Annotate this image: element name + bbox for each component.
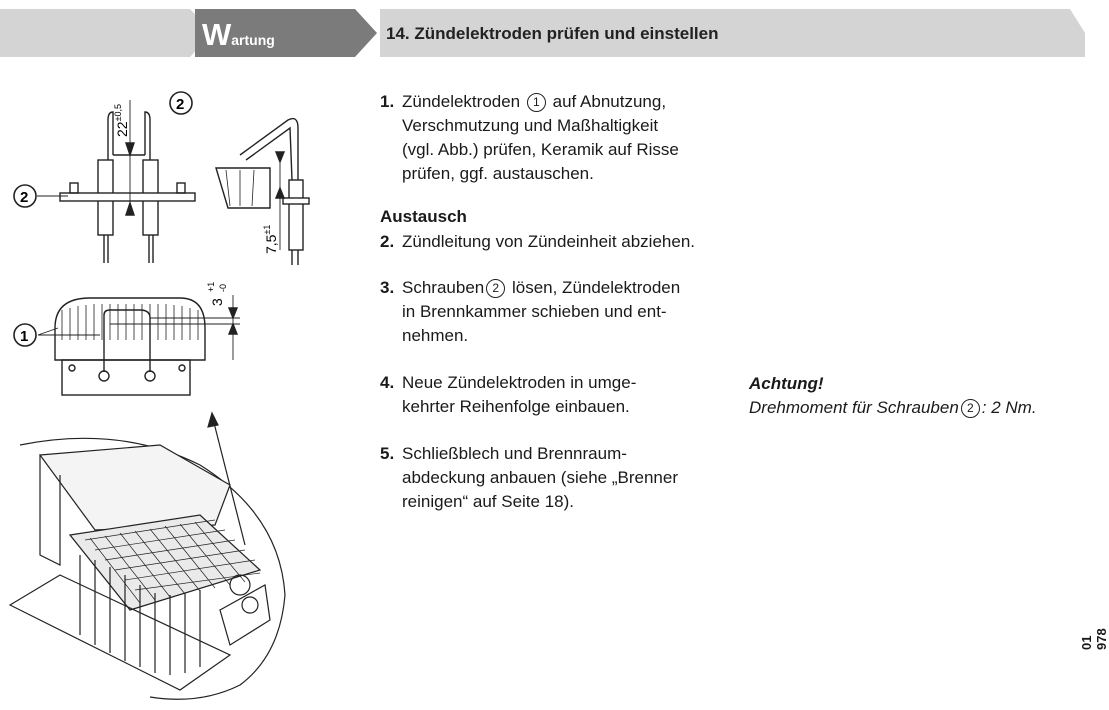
ref-callout-2: 2 (486, 279, 505, 298)
warning-text-a: Drehmoment für Schrauben (749, 398, 959, 417)
dim-top-label: $22^{\pm 0,5}$ (113, 103, 130, 137)
burner-assembly-view (0, 405, 300, 710)
burner-top-view (0, 280, 250, 405)
step-number: 2. (380, 232, 395, 251)
step-3-line-3: nehmen. (402, 326, 469, 345)
step-3-text-b: lösen, Zündelektroden (511, 278, 681, 297)
step-5 (380, 442, 725, 514)
step-number: 1. (380, 92, 395, 111)
step-3 (380, 276, 725, 348)
step-number: 5. (380, 444, 395, 463)
callout-1: 1 (20, 328, 29, 345)
electrode-front-view (0, 85, 210, 280)
dim-gap-label: 3 (209, 298, 225, 306)
step-1-line-4: prüfen, ggf. austauschen. (402, 164, 594, 183)
step-1-line-2: Verschmutzung und Maßhaltigkeit (402, 116, 659, 135)
step-1-line-3: (vgl. Abb.) prüfen, Keramik auf Risse (402, 140, 679, 159)
document-code: 01 978 (1079, 628, 1109, 650)
section-label (202, 19, 275, 50)
section-initial: W (202, 17, 232, 52)
step-3-text-a: Schrauben (402, 278, 485, 297)
electrode-side-view (210, 110, 330, 280)
warning-text (749, 396, 1037, 420)
warning-note (749, 372, 1037, 420)
step-5-line-2: abdeckung anbauen (siehe „Brenner (402, 468, 678, 487)
step-5-line-3: reinigen“ auf Seite 18). (402, 492, 574, 511)
step-4 (380, 371, 725, 419)
dim-gap-tol-plus: +1 (206, 281, 216, 292)
step-3-line-2: in Brennkammer schieben und ent- (402, 302, 667, 321)
electrode-side-drawing (210, 110, 330, 275)
step-2-text: Zündleitung von Zündeinheit abziehen. (402, 232, 695, 251)
subheading-austausch: Austausch (380, 207, 467, 226)
electrode-front-drawing (0, 85, 210, 275)
step-4-line-2: kehrter Reihenfolge einbauen. (402, 397, 630, 416)
step-1-text-b: auf Abnutzung, (552, 92, 667, 111)
section-header (0, 9, 1095, 57)
step-1 (380, 90, 725, 186)
dim-gap-tol-minus: -0 (218, 283, 228, 292)
step-number: 4. (380, 373, 395, 392)
step-5-line-1: Schließblech und Brennraum- (402, 444, 627, 463)
warning-text-b: : 2 Nm. (981, 398, 1037, 417)
callout-2-left: 2 (20, 189, 29, 206)
page-title: 14. Zündelektroden prüfen und einstellen (386, 24, 719, 43)
burner-top-drawing (0, 280, 250, 400)
step-1-text-a: Zündelektroden (402, 92, 521, 111)
ref-callout-1: 1 (527, 93, 546, 112)
dim-side-label: $7,5^{\pm 1}$ (262, 224, 279, 254)
ref-callout-2: 2 (961, 399, 980, 418)
section-label-rest: artung (231, 32, 275, 48)
callout-2-top: 2 (176, 96, 185, 113)
step-2 (380, 230, 725, 254)
step-number: 3. (380, 278, 395, 297)
step-4-line-1: Neue Zündelektroden in umge- (402, 373, 637, 392)
burner-assembly-drawing (0, 405, 300, 705)
warning-title: Achtung! (749, 374, 824, 393)
